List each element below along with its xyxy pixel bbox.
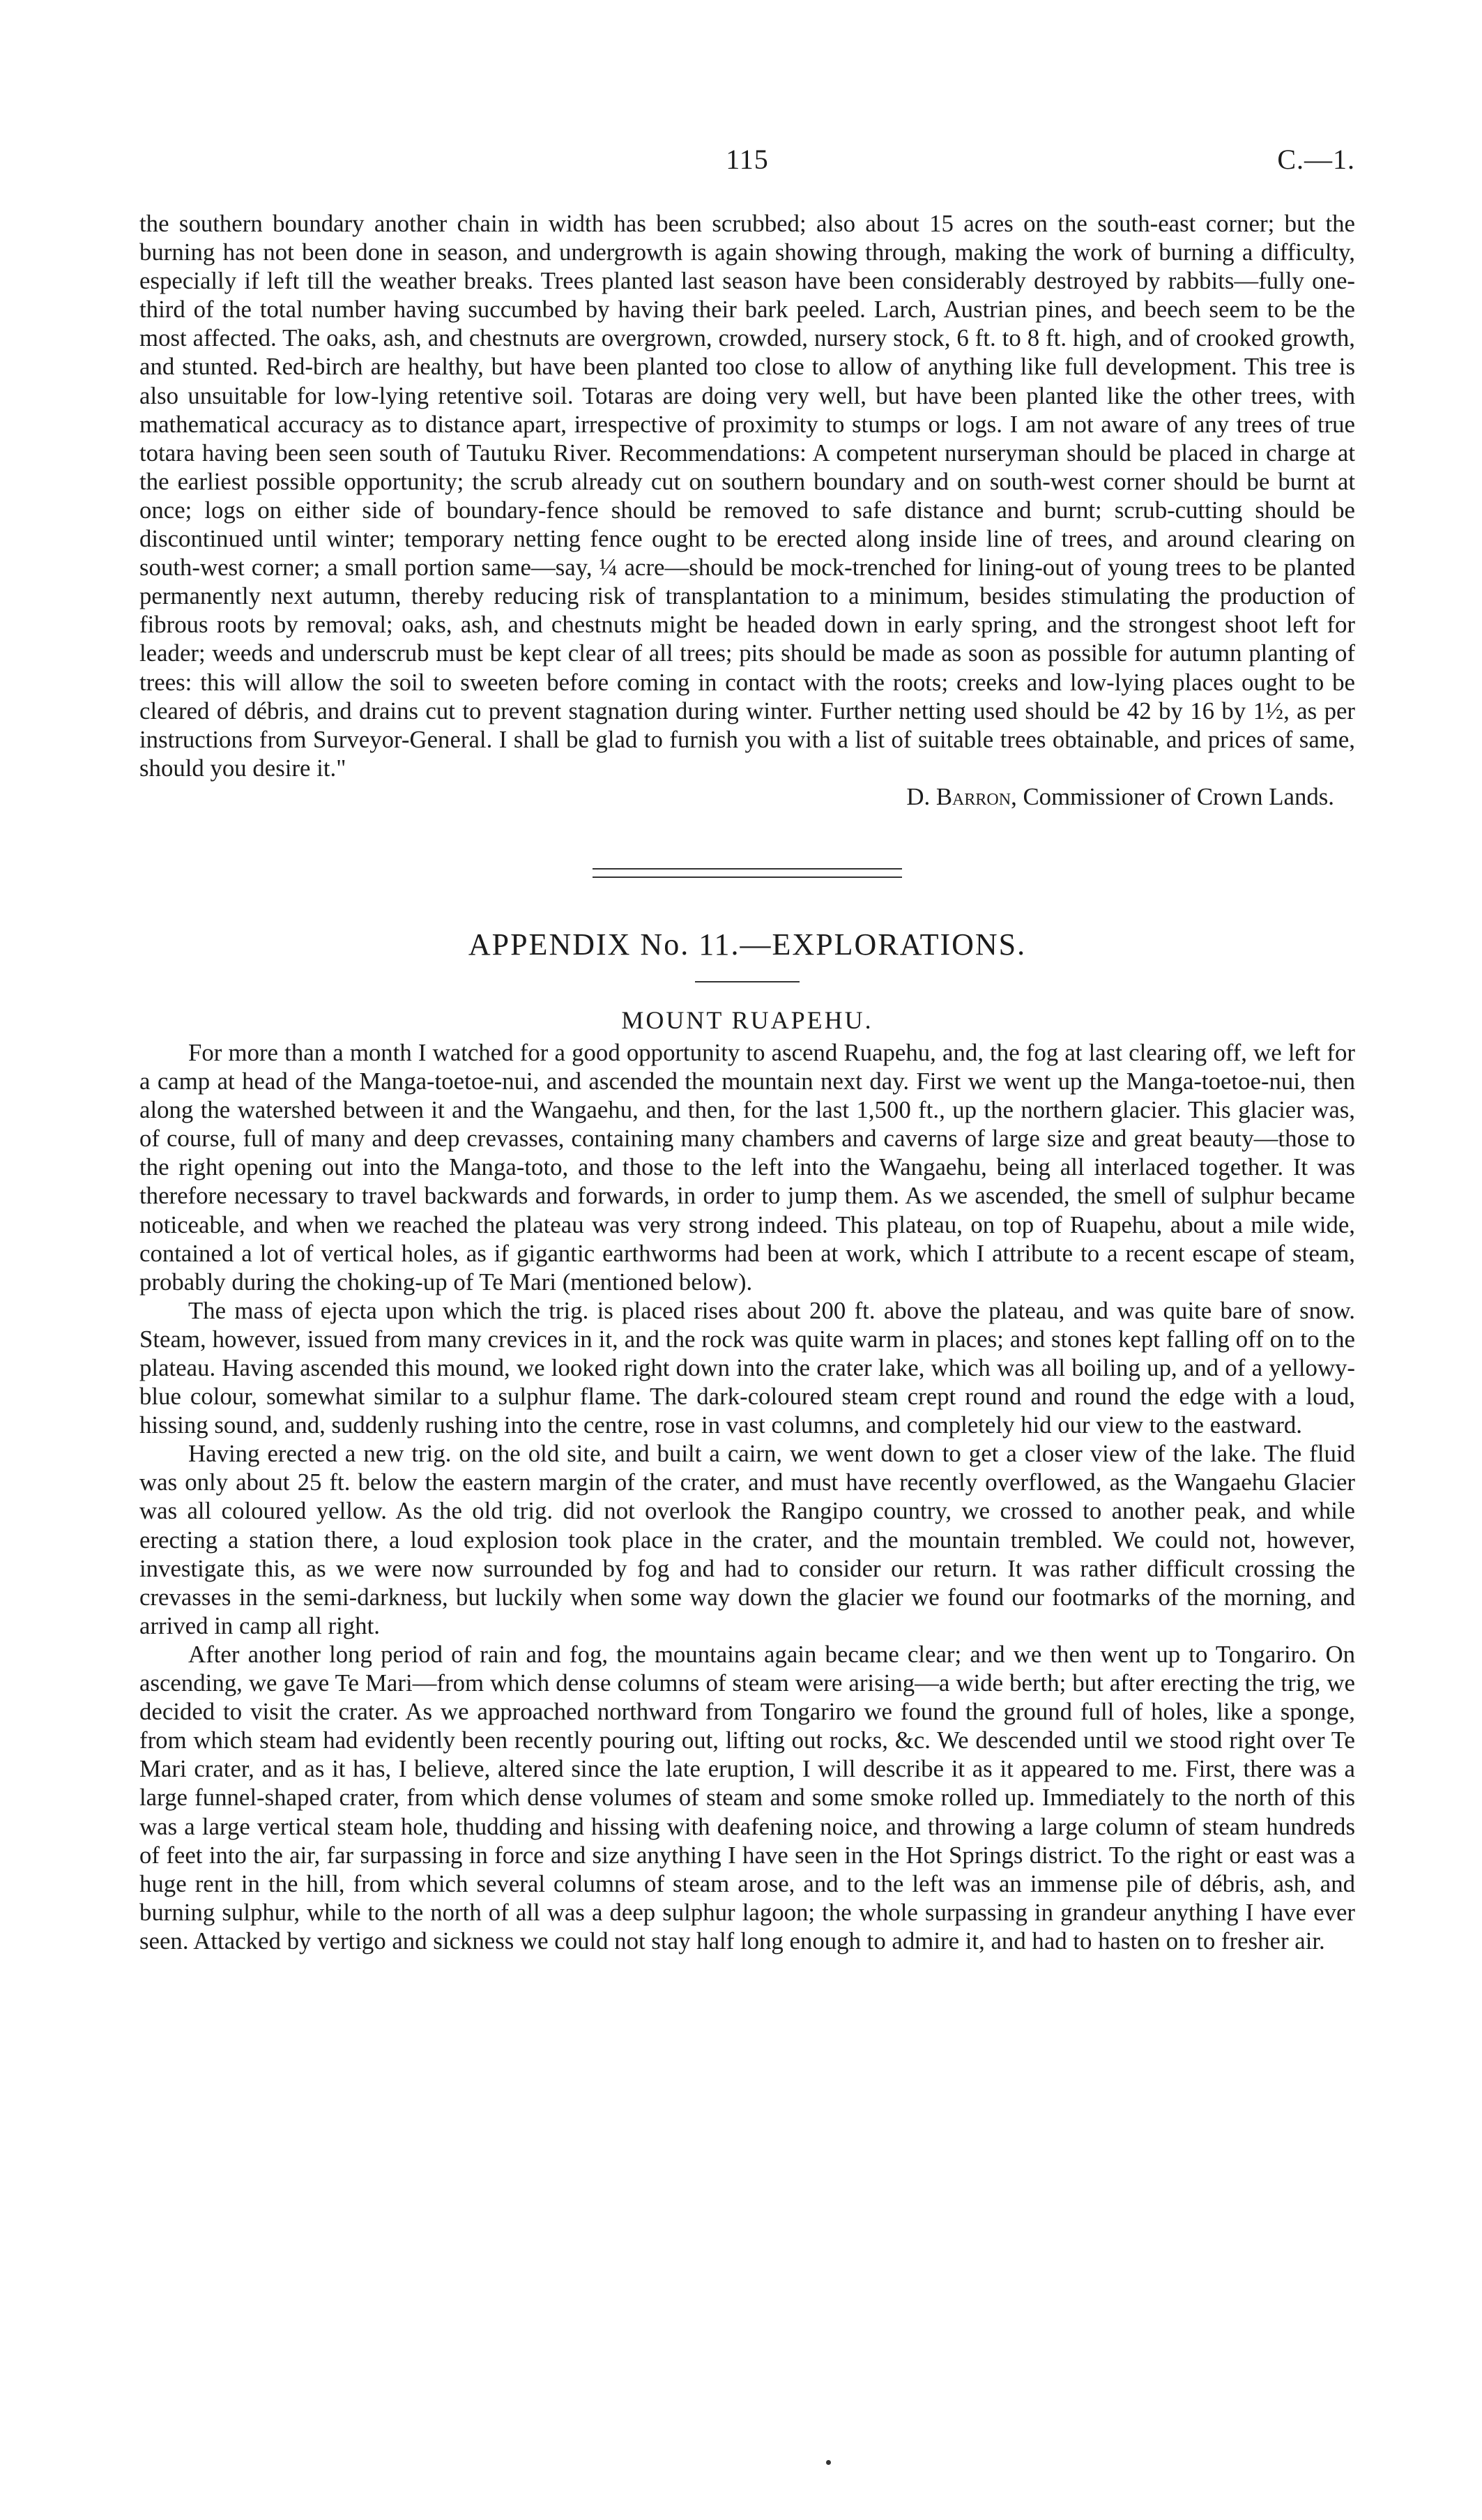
body-paragraph: Having erected a new trig. on the old site, and built a cairn, we went down to get a closer view of the lake. The fluid was only about 25 ft. below the eastern margin of the crater, and must have recently overflowed, as the Wangaehu Glacier was all coloured yellow. As the old trig. did not overlook the Rangipo country, we crossed to another peak, and while erecting a station there, a loud explosion took place in the crater, and the mountain trembled. We could not, however, investigate this, as we were now surrounded by fog and had to consider our return. It was rather difficult crossing the crevasses in the semi-darkness, but luckily when some way down the glacier we found our footmarks of the morning, and arrived in camp all right. [139,1440,1355,1639]
document-code: C.—1. [1277,144,1355,175]
body-paragraph: After another long period of rain and fog, the mountains again became clear; and we then went up to Tongariro. On ascending, we gave Te Mari—from which dense columns of steam were arising—a wide berth; but after erecting the trig, we decided to visit the crater. As we approached northward from Tongariro we found the ground full of holes, like a sponge, from which steam had evidently been recently pouring out, lifting out rocks, &c. We descended until we stood right over Te Mari crater, and as it has, I believe, altered since the late eruption, I will describe it as it appeared to me. First, there was a large funnel-shaped crater, from which dense volumes of steam and some smoke rolled up. Immediately to the north of this was a large vertical steam hole, thudding and hissing with deafening noice, and throwing a large column of steam hundreds of feet into the air, far surpassing in force and size anything I have seen in the Hot Springs district. To the right or east was a huge rent in the hill, from which several columns of steam arose, and to the left was an immense pile of débris, ash, and burning sulphur, while to the north of all was a deep sulphur lagoon; the whole surpassing in grandeur anything I have ever seen. Attacked by vertigo and sickness we could not stay half long enough to admire it, and had to hasten on to fresher air. [139,1640,1355,1954]
page-mark [826,2460,831,2465]
section-title: MOUNT RUAPEHU. [621,1005,873,1034]
body-paragraph: The mass of ejecta upon which the trig. is placed rises about 200 ft. above the plateau, and was quite bare of snow. Steam, however, issued from many crevices in it, and the rock was quite warm in places; and stones kept falling off on to the plateau. Having ascended this mound, we looked right down into the crater lake, which was all boiling up, and of a yellowy-blue colour, somewhat similar to a sulphur flame. The dark-coloured steam crept round and round the edge with a loud, hissing sound, and, suddenly rushing into the centre, rose in vast columns, and completely hid our view to the eastward. [139,1296,1355,1439]
body-paragraph: For more than a month I watched for a good opportunity to ascend Ruapehu, and, the fog at last clearing off, we left for a camp at head of the Manga-toetoe-nui, and ascended the mountain next day. First we went up the Manga-toetoe-nui, then along the watershed between it and the Wangaehu, and then, for the last 1,500 ft., up the northern glacier. This glacier was, of course, full of many and deep crevasses, containing many chambers and caverns of large size and great beauty—those to the right opening out into the Manga-toto, and those to the left into the Wangaehu, being all interlaced together. It was therefore necessary to travel backwards and forwards, in order to jump them. As we ascended, the smell of sulphur became noticeable, and when we reached the plateau was very strong indeed. This plateau, on top of Ruapehu, about a mile wide, contained a lot of vertical holes, as if gigantic earthworms had been at work, which I attribute to a recent escape of steam, probably during the choking-up of Te Mari (mentioned below). [139,1038,1355,1296]
signature-title: , Commissioner of Crown Lands. [1011,782,1334,810]
signature [139,782,1355,811]
section-divider [593,868,902,878]
page-number: 115 [726,144,769,175]
signature-name: D. Barron [906,782,1011,810]
appendix-title: APPENDIX No. 11.—EXPLORATIONS. [468,927,1027,962]
text-column [139,209,1355,1955]
title-rule [695,981,800,982]
page-header [139,143,1355,185]
report-paragraph: the southern boundary another chain in width has been scrubbed; also about 15 acres on the south-east corner; but the burning has not been done in season, and undergrowth is again showing through, making the work of burning a difficulty, especially if left till the weather breaks. Trees planted last season have been considerably destroyed by rabbits—fully one-third of the total number having succumbed by having their bark peeled. Larch, Austrian pines, and beech seem to be the most affected. The oaks, ash, and chestnuts are overgrown, crowded, nursery stock, 6 ft. to 8 ft. high, and of crooked growth, and stunted. Red-birch are healthy, but have been planted too close to allow of anything like full development. This tree is also unsuitable for low-lying retentive soil. Totaras are doing very well, but have been planted like the other trees, with mathematical accuracy as to distance apart, irrespective of proximity to stumps or logs. I am not aware of any trees of true totara having been seen south of Tautuku River. Recommendations: A competent nurseryman should be placed in charge at the earliest possible opportunity; the scrub already cut on southern boundary and on south-west corner should be burnt at once; logs on either side of boundary-fence should be removed to safe distance and burnt; scrub-cutting should be discontinued until winter; temporary netting fence ought to be erected along inside line of trees, and around clearing on south-west corner; a small portion same—say, ¼ acre—should be mock-trenched for lining-out of young trees to be planted permanently next autumn, thereby reducing risk of transplantation to a minimum, besides stimulating the production of fibrous roots by removal; oaks, ash, and chestnuts might be headed down in early spring, and the strongest shoot left for leader; weeds and underscrub must be kept clear of all trees; pits should be made as soon as possible for autumn planting of trees: this will allow the soil to sweeten before coming in contact with the roots; creeks and low-lying places ought to be cleared of débris, and drains cut to prevent stagnation during winter. Further netting used should be 42 by 16 by 1½, as per instructions from Surveyor-General. I shall be glad to furnish you with a list of suitable trees obtainable, and prices of same, should you desire it." [139,210,1355,782]
